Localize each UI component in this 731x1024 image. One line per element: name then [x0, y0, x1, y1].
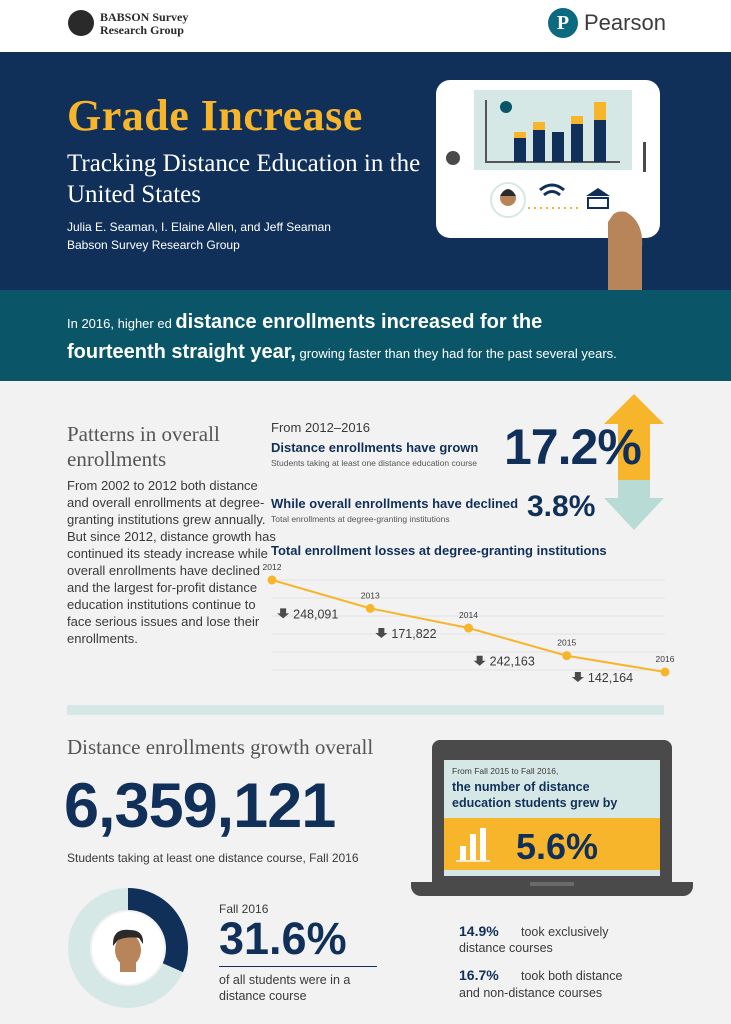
laptop-notch — [530, 882, 574, 886]
down-arrow-icon — [474, 656, 486, 666]
exclusive-text-1: took exclusively — [521, 925, 609, 939]
exclusive-text-2: distance courses — [459, 941, 553, 955]
chart-year-label: 2016 — [655, 654, 675, 664]
grown-value: 17.2% — [504, 419, 641, 475]
both-text-1: took both distance — [521, 969, 623, 983]
declined-value: 3.8% — [527, 490, 596, 523]
top-bar — [0, 0, 731, 52]
share-caption: of all students were in a distance course — [219, 973, 351, 1003]
babson-seal-icon — [68, 10, 94, 36]
hero-subtitle: Tracking Distance Education in the United States — [67, 150, 421, 208]
tablet-bar-2-cap — [533, 122, 545, 130]
down-arrow-icon — [572, 672, 584, 682]
grown-heading: Distance enrollments have grown — [271, 440, 479, 455]
chart-point — [562, 651, 571, 660]
exclusive-value: 14.9% — [459, 923, 499, 939]
growth-value: 6,359,121 — [64, 771, 336, 841]
section-divider — [67, 705, 664, 715]
tablet-bar-4 — [571, 122, 583, 162]
bar-chart-icon — [452, 824, 492, 864]
share-donut-chart — [60, 880, 200, 1020]
share-value: 31.6% — [219, 913, 347, 964]
chart-series-line — [272, 580, 665, 672]
down-arrow-icon — [375, 628, 387, 638]
babson-logo — [68, 8, 208, 40]
share-rule — [219, 966, 377, 967]
chart-year-label: 2014 — [459, 610, 478, 621]
tablet-side-button-icon — [643, 142, 646, 172]
laptop-heading: the number of distance education students grew by — [452, 780, 618, 810]
headline-highlight-2: fourteenth straight year, — [67, 341, 296, 363]
chart-year-label: 2015 — [557, 637, 577, 648]
hero-authors: Julia E. Seaman, I. Elaine Allen, and Jeff Seaman — [67, 220, 331, 234]
hero-authors-block — [67, 218, 427, 254]
tablet-dot-icon — [500, 101, 512, 113]
period-label: From 2012–2016 — [271, 420, 371, 435]
bar-icon-3 — [480, 828, 486, 860]
headline-tail: growing faster than they had for the past several years. — [295, 346, 617, 361]
tablet-bar-5-cap — [594, 102, 606, 120]
hero-organization: Babson Survey Research Group — [67, 238, 240, 252]
laptop-small-text: From Fall 2015 to Fall 2016, — [452, 766, 559, 776]
chart-loss-label: 142,164 — [587, 671, 634, 685]
chart-loss-label: 242,163 — [489, 654, 535, 669]
babson-name: BABSON Survey Research Group — [100, 10, 189, 37]
growth-title: Distance enrollments growth overall — [67, 735, 374, 759]
headline-text — [67, 308, 707, 368]
declined-heading: While overall enrollments have declined — [271, 496, 519, 511]
hero-banner — [0, 52, 731, 290]
losses-chart-title: Total enrollment losses at degree-granting institutions — [271, 543, 607, 558]
down-arrow-icon — [604, 480, 664, 530]
tablet-bar-1 — [514, 136, 526, 162]
chart-point — [464, 624, 473, 633]
hero-title: Grade Increase — [67, 91, 363, 140]
tablet-home-button-icon — [446, 151, 460, 165]
tablet-illustration — [430, 72, 670, 290]
chart-loss-label: 248,091 — [293, 607, 339, 622]
chart-loss-label: 171,822 — [391, 627, 437, 642]
tablet-bar-3 — [552, 132, 564, 162]
grown-subtext: Students taking at least one distance education course — [271, 458, 478, 468]
pearson-name: Pearson — [584, 10, 666, 35]
declined-subtext: Total enrollments at degree-granting institutions — [271, 514, 450, 524]
patterns-title: Patterns in overall enrollments — [67, 422, 220, 471]
bar-icon-1 — [460, 846, 466, 860]
chart-point — [366, 604, 375, 613]
pearson-mark-icon: P — [548, 8, 578, 38]
headline-band — [0, 290, 731, 381]
patterns-body: From 2002 to 2012 both distance and overall enrollments at degree-granting institutions grew annually. But since 2012, distance growth has continued its steady increase while overall enrollments have declined and the largest for-profit distance education institutions continue to face serious issues and lose their enrollments. — [67, 478, 276, 646]
laptop-value: 5.6% — [516, 826, 599, 867]
chart-point — [661, 668, 670, 677]
chart-year-label: 2012 — [262, 562, 282, 572]
bar-icon-2 — [470, 834, 476, 860]
chart-year-label: 2013 — [360, 590, 380, 601]
tablet-bar-4-cap — [571, 116, 583, 124]
headline-lead: In 2016, higher ed — [67, 316, 176, 331]
hand-icon — [608, 212, 642, 291]
both-text-2: and non-distance courses — [459, 986, 603, 1000]
both-value: 16.7% — [459, 967, 499, 983]
tablet-bar-2 — [533, 128, 545, 162]
headline-highlight-1: distance enrollments increased for the — [175, 311, 543, 333]
tablet-bar-1-cap — [514, 132, 526, 138]
growth-caption: Students taking at least one distance course, Fall 2016 — [67, 851, 359, 865]
tablet-bar-5 — [594, 118, 606, 162]
pearson-logo — [548, 8, 666, 40]
share-label: Fall 2016 — [219, 902, 269, 916]
